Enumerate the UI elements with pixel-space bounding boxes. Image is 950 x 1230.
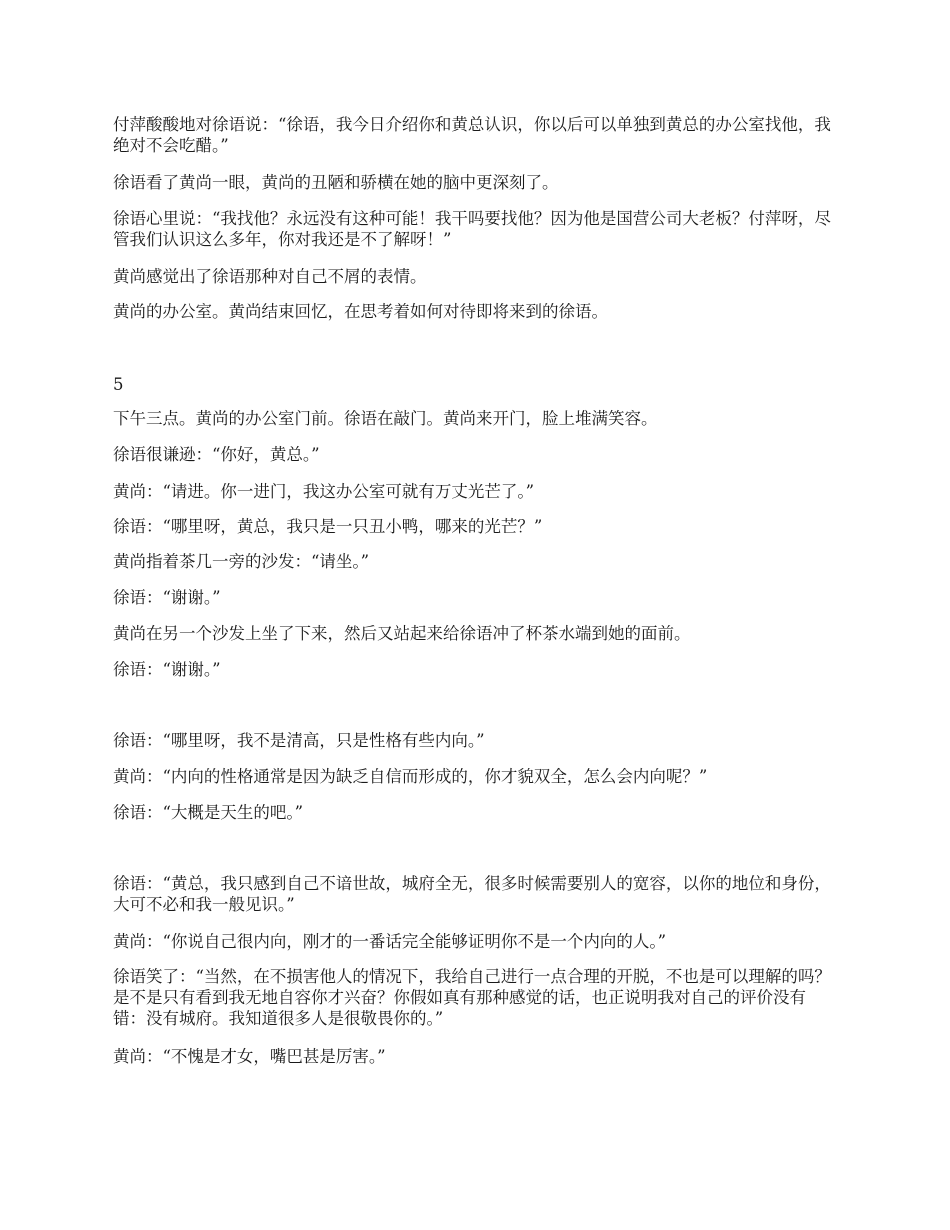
paragraph: 徐语：“黄总，我只感到自己不谙世故，城府全无，很多时候需要别人的宽容，以你的地位和身份，大可不必和我一般见识。” (113, 874, 831, 914)
paragraph: 徐语心里说：“我找他？永远没有这种可能！我干吗要找他？因为他是国营公司大老板？付萍呀，尽管我们认识这么多年，你对我还是不了解呀！” (113, 209, 831, 249)
paragraph: 下午三点。黄尚的办公室门前。徐语在敲门。黄尚来开门，脸上堆满笑容。 (113, 409, 658, 428)
paragraph: 徐语很谦逊：“你好，黄总。” (113, 445, 320, 464)
paragraph: 付萍酸酸地对徐语说：“徐语，我今日介绍你和黄总认识，你以后可以单独到黄总的办公室找他，我绝对不会吃醋。” (113, 115, 831, 155)
paragraph: 黄尚：“不愧是才女，嘴巴甚是厉害。” (113, 1047, 386, 1066)
paragraph: 黄尚在另一个沙发上坐了下来，然后又站起来给徐语冲了杯茶水端到她的面前。 (113, 624, 691, 643)
paragraph: 黄尚：“请进。你一进门，我这办公室可就有万丈光芒了。” (113, 482, 535, 501)
paragraph: 黄尚的办公室。黄尚结束回忆，在思考着如何对待即将来到的徐语。 (113, 302, 608, 321)
paragraph: 黄尚：“内向的性格通常是因为缺乏自信而形成的，你才貌双全，怎么会内向呢？” (113, 767, 708, 786)
paragraph: 徐语：“谢谢。” (113, 588, 221, 607)
paragraph: 黄尚：“你说自己很内向，刚才的一番话完全能够证明你不是一个内向的人。” (113, 932, 667, 951)
paragraph: 徐语看了黄尚一眼，黄尚的丑陋和骄横在她的脑中更深刻了。 (113, 173, 559, 192)
paragraph: 徐语：“谢谢。” (113, 660, 221, 679)
paragraph: 徐语笑了：“当然，在不损害他人的情况下，我给自己进行一点合理的开脱，不也是可以理解的吗？是不是只有看到我无地自容你才兴奋？你假如真有那种感觉的话，也正说明我对自己的评价没有错：没有城府。我知道很多人是很敬畏你的。” (113, 967, 831, 1028)
paragraph: 徐语：“哪里呀，我不是清高，只是性格有些内向。” (113, 731, 485, 750)
paragraph: 黄尚感觉出了徐语那种对自己不屑的表情。 (113, 267, 427, 286)
paragraph: 徐语：“哪里呀，黄总，我只是一只丑小鸭，哪来的光芒？” (113, 517, 543, 536)
paragraph: 黄尚指着茶几一旁的沙发：“请坐。” (113, 552, 370, 571)
paragraph: 徐语：“大概是天生的吧。” (113, 803, 304, 822)
section-number: 5 (113, 375, 124, 394)
